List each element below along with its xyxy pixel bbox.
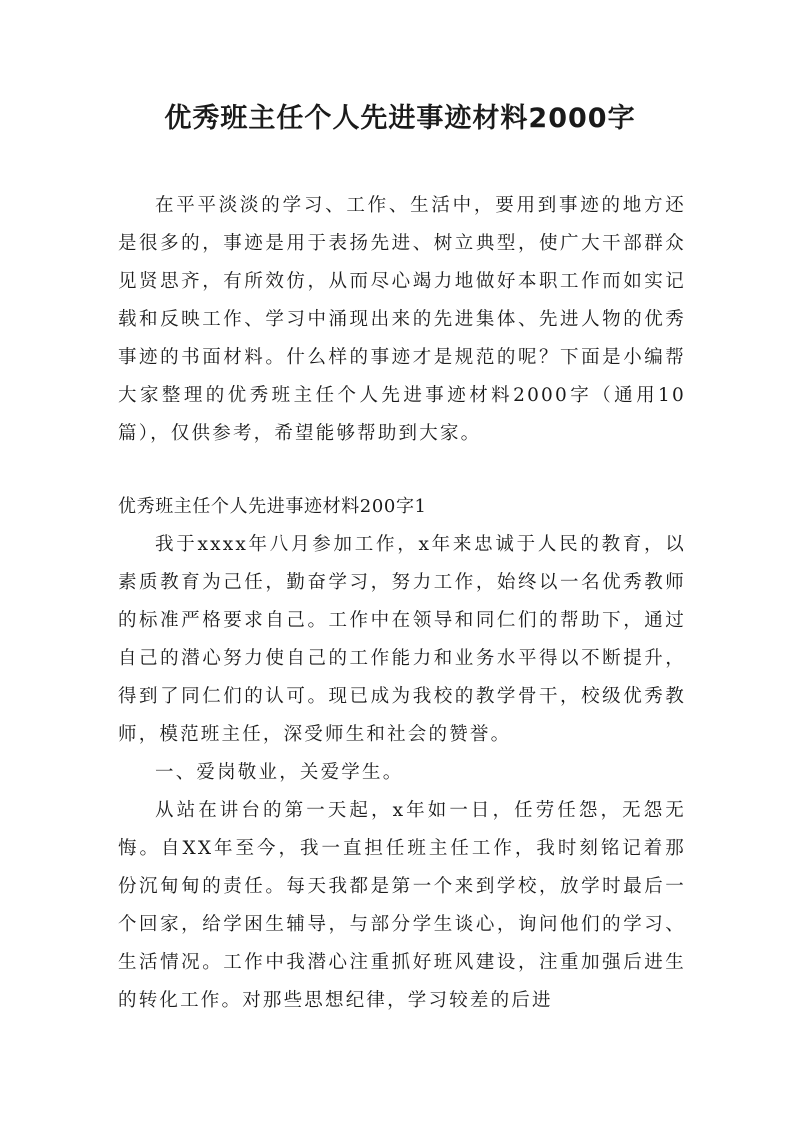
- intro-paragraph: 在平平淡淡的学习、工作、生活中，要用到事迹的地方还是很多的，事迹是用于表扬先进、树立典型，使广大干部群众见贤思齐，有所效仿，从而尽心竭力地做好本职工作而如实记载和反映工作、学习中涌现出来的先进集体、先进人物的优秀事迹的书面材料。什么样的事迹才是规范的呢？下面是小编帮大家整理的优秀班主任个人先进事迹材料2000字（通用10篇），仅供参考，希望能够帮助到大家。: [118, 195, 686, 444]
- paragraph-1: 我于xxxx年八月参加工作，x年来忠诚于人民的教育，以素质教育为己任，勤奋学习，努力工作，始终以一名优秀教师的标准严格要求自己。工作中在领导和同仁们的帮助下，通过自己的潜心努力使自己的工作能力和业务水平得以不断提升，得到了同仁们的认可。现已成为我校的教学骨干，校级优秀教师，模范班主任，深受师生和社会的赞誉。: [118, 534, 686, 745]
- paragraph-2: 从站在讲台的第一天起，x年如一日，任劳任怨，无怨无悔。自XX年至今，我一直担任班主任工作，我时刻铭记着那份沉甸甸的责任。每天我都是第一个来到学校，放学时最后一个回家，给学困生辅导，与部分学生谈心，询问他们的学习、生活情况。工作中我潜心注重抓好班风建设，注重加强后进生的转化工作。对那些思想纪律，学习较差的后进: [118, 800, 686, 1011]
- section-heading: 优秀班主任个人先进事迹材料200字1: [118, 496, 427, 517]
- document-title: 优秀班主任个人先进事迹材料2000字: [164, 103, 636, 134]
- subheading-love-job: 一、爱岗敬业，关爱学生。: [155, 762, 404, 783]
